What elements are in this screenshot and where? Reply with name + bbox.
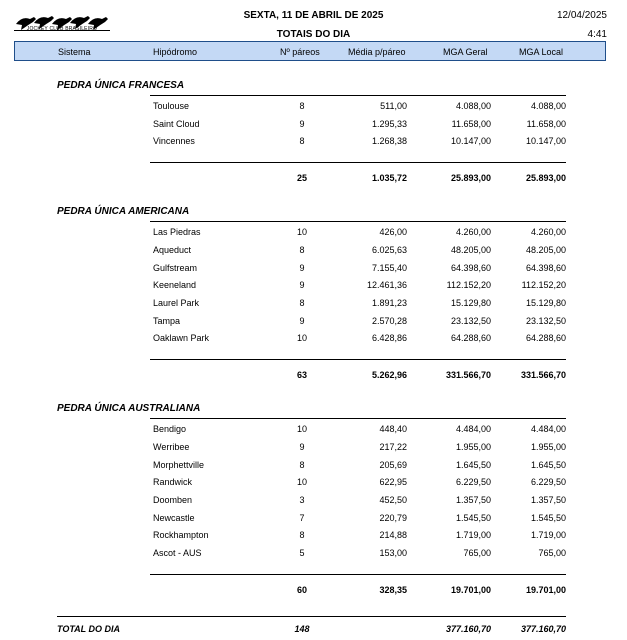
divider [150, 162, 566, 163]
table-cell: 15.129,80 [525, 298, 566, 308]
table-cell: 10 [296, 227, 307, 237]
table-row [0, 442, 627, 456]
table-cell: 1.891,23 [371, 298, 407, 308]
table-cell: Doomben [153, 495, 193, 505]
table-cell: 19.701,00 [450, 585, 491, 595]
table-cell: 1.645,50 [455, 460, 491, 470]
column-mga-local: MGA Local [519, 47, 564, 57]
table-cell: 214,88 [379, 530, 407, 540]
table-cell: 1.955,00 [455, 442, 491, 452]
table-cell: Newcastle [153, 513, 195, 523]
table-row [0, 316, 627, 330]
table-cell: 1.035,72 [371, 173, 407, 183]
table-cell: 10.147,00 [450, 136, 491, 146]
print-time: 4:41 [587, 29, 607, 40]
table-cell: 7 [299, 513, 305, 523]
grand-total-local: 377.160,70 [520, 624, 566, 634]
table-cell: 23.132,50 [525, 316, 566, 326]
table-cell: 452,50 [379, 495, 407, 505]
grand-total-pareos: 148 [294, 624, 310, 634]
column-pareos: Nº páreos [280, 47, 320, 57]
table-cell: Toulouse [153, 101, 190, 111]
table-cell: 5.262,96 [371, 370, 407, 380]
logo-caption: JOCKEY CLUB BRASILEIRO [26, 26, 98, 32]
table-cell: 15.129,80 [450, 298, 491, 308]
report-date-title: SEXTA, 11 DE ABRIL DE 2025 [243, 10, 384, 21]
table-row [0, 280, 627, 294]
table-cell: 217,22 [379, 442, 407, 452]
table-cell: 511,00 [380, 101, 407, 111]
subtotal-row [0, 173, 627, 187]
table-cell: 11.658,00 [451, 119, 491, 129]
divider [150, 574, 566, 575]
table-cell: Tampa [153, 316, 181, 326]
table-cell: 8 [299, 530, 305, 540]
table-cell: 48.205,00 [525, 245, 566, 255]
table-cell: 23.132,50 [450, 316, 491, 326]
table-cell: Las Piedras [153, 227, 201, 237]
table-cell: 9 [299, 442, 305, 452]
table-cell: 9 [299, 316, 305, 326]
table-cell: 5 [299, 548, 305, 558]
table-cell: 112.152,20 [446, 280, 491, 290]
report-subtitle: TOTAIS DO DIA [276, 29, 351, 40]
divider [150, 95, 566, 96]
table-cell: 1.268,38 [371, 136, 407, 146]
table-cell: 1.719,00 [530, 530, 566, 540]
table-cell: 426,00 [379, 227, 407, 237]
table-row [0, 333, 627, 347]
table-cell: 205,69 [379, 460, 407, 470]
table-cell: 9 [299, 119, 305, 129]
divider [57, 616, 566, 617]
table-cell: 12.461,36 [366, 280, 407, 290]
subtotal-row [0, 585, 627, 599]
table-cell: Oaklawn Park [153, 333, 210, 343]
table-cell: 765,00 [538, 548, 566, 558]
table-cell: 10 [296, 477, 307, 487]
table-cell: 25.893,00 [525, 173, 566, 183]
table-cell: 6.025,63 [371, 245, 407, 255]
table-cell: 1.295,33 [371, 119, 407, 129]
table-cell: 4.260,00 [455, 227, 491, 237]
table-cell: 48.205,00 [450, 245, 491, 255]
table-row [0, 424, 627, 438]
table-cell: 328,35 [379, 585, 407, 595]
column-mga-geral: MGA Geral [443, 47, 488, 57]
column-hipodromo: Hipódromo [153, 47, 198, 57]
table-row [0, 495, 627, 509]
table-cell: 63 [296, 370, 307, 380]
table-row [0, 460, 627, 474]
table-cell: 25 [296, 173, 307, 183]
table-cell: Aqueduct [153, 245, 192, 255]
table-row [0, 136, 627, 150]
table-cell: 64.288,60 [450, 333, 491, 343]
table-row [0, 227, 627, 241]
section-title-americana: PEDRA ÚNICA AMERICANA [57, 206, 190, 217]
table-cell: 2.570,28 [371, 316, 407, 326]
table-cell: Keeneland [153, 280, 197, 290]
table-cell: Vincennes [153, 136, 195, 146]
table-cell: 8 [299, 460, 305, 470]
table-cell: 220,79 [379, 513, 407, 523]
table-cell: Gulfstream [153, 263, 198, 273]
table-cell: Rockhampton [153, 530, 209, 540]
table-cell: 6.428,86 [371, 333, 407, 343]
table-row [0, 263, 627, 277]
table-cell: 8 [299, 136, 305, 146]
column-sistema: Sistema [58, 47, 91, 57]
table-cell: 331.566,70 [520, 370, 566, 380]
table-cell: Bendigo [153, 424, 187, 434]
table-row [0, 245, 627, 259]
table-cell: 3 [299, 495, 305, 505]
table-row [0, 548, 627, 562]
table-cell: 112.152,20 [521, 280, 566, 290]
table-cell: 8 [299, 298, 305, 308]
divider [150, 221, 566, 222]
grand-total-row [0, 624, 627, 638]
table-cell: 1.357,50 [530, 495, 566, 505]
grand-total-label: TOTAL DO DIA [57, 624, 120, 634]
table-cell: 622,95 [379, 477, 407, 487]
table-cell: 60 [296, 585, 307, 595]
table-cell: 11.658,00 [526, 119, 566, 129]
table-cell: 765,00 [463, 548, 491, 558]
subtotal-row [0, 370, 627, 384]
table-row [0, 298, 627, 312]
table-cell: 9 [299, 280, 305, 290]
table-row [0, 513, 627, 527]
table-cell: 7.155,40 [371, 263, 407, 273]
table-cell: 448,40 [379, 424, 407, 434]
table-cell: Werribee [153, 442, 190, 452]
table-cell: 25.893,00 [450, 173, 491, 183]
table-cell: 1.645,50 [530, 460, 566, 470]
table-cell: 10.147,00 [525, 136, 566, 146]
column-media: Média p/páreo [348, 47, 406, 57]
table-cell: 153,00 [379, 548, 407, 558]
table-cell: 4.484,00 [455, 424, 491, 434]
table-cell: 6.229,50 [455, 477, 491, 487]
table-cell: 1.545,50 [455, 513, 491, 523]
table-cell: 331.566,70 [445, 370, 491, 380]
table-cell: 4.088,00 [530, 101, 566, 111]
table-cell: 6.229,50 [530, 477, 566, 487]
section-title-australiana: PEDRA ÚNICA AUSTRALIANA [57, 403, 201, 414]
table-cell: 4.088,00 [455, 101, 491, 111]
table-cell: 1.955,00 [530, 442, 566, 452]
section-title-francesa: PEDRA ÚNICA FRANCESA [57, 80, 185, 91]
grand-total-geral: 377.160,70 [445, 624, 491, 634]
table-row [0, 101, 627, 115]
table-row [0, 477, 627, 491]
table-cell: 8 [299, 101, 305, 111]
table-cell: 4.484,00 [530, 424, 566, 434]
table-cell: Morphettville [153, 460, 205, 470]
table-cell: 64.288,60 [525, 333, 566, 343]
table-row [0, 119, 627, 133]
table-cell: 10 [296, 424, 307, 434]
table-cell: 10 [296, 333, 307, 343]
table-cell: Ascot - AUS [153, 548, 202, 558]
table-cell: 64.398,60 [525, 263, 566, 273]
table-cell: 9 [299, 263, 305, 273]
table-cell: 1.545,50 [530, 513, 566, 523]
table-cell: 4.260,00 [530, 227, 566, 237]
table-cell: 1.357,50 [455, 495, 491, 505]
table-cell: Randwick [153, 477, 193, 487]
divider [150, 418, 566, 419]
table-cell: Laurel Park [153, 298, 200, 308]
divider [150, 359, 566, 360]
table-row [0, 530, 627, 544]
table-cell: Saint Cloud [153, 119, 200, 129]
table-cell: 19.701,00 [525, 585, 566, 595]
table-cell: 8 [299, 245, 305, 255]
table-cell: 1.719,00 [455, 530, 491, 540]
table-cell: 64.398,60 [450, 263, 491, 273]
print-date: 12/04/2025 [556, 10, 607, 21]
column-header-bar [14, 41, 606, 61]
